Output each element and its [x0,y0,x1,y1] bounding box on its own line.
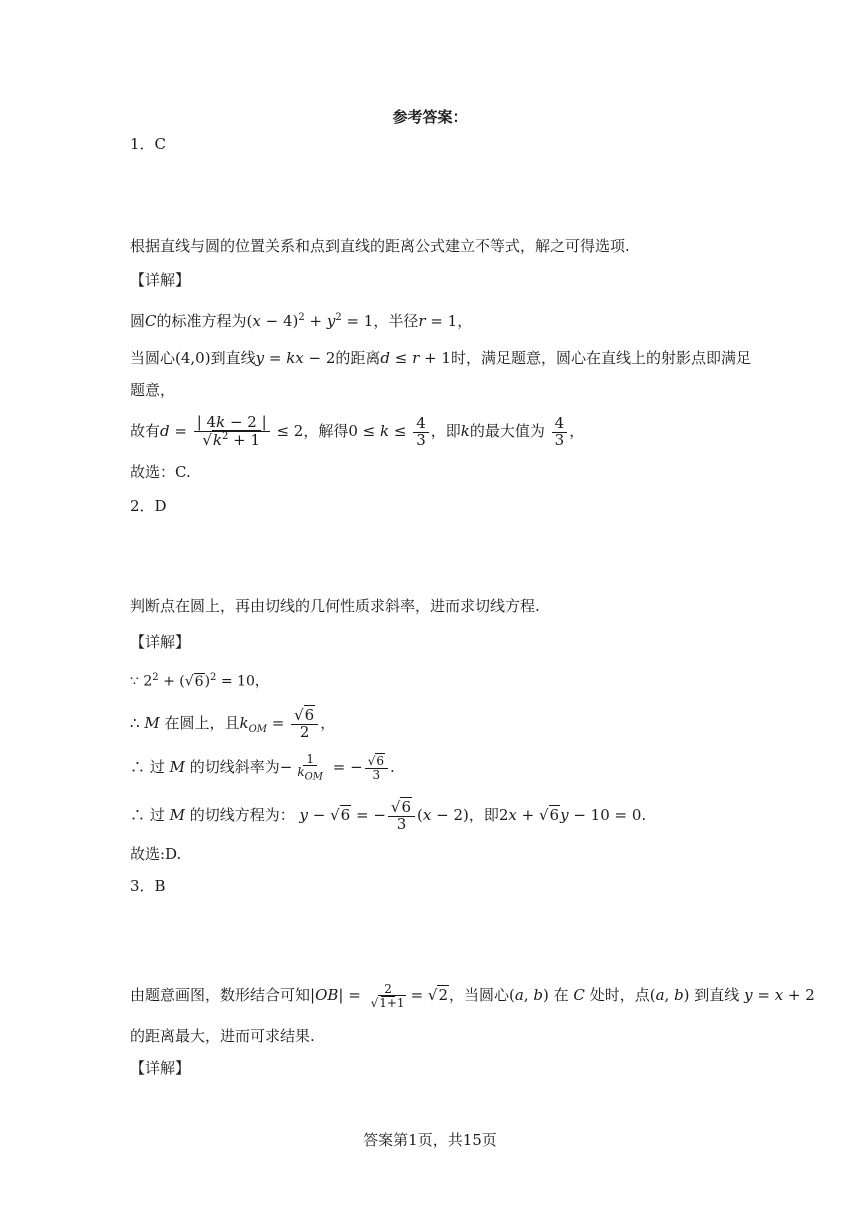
k-max-fraction: $\frac{4}{3}$ [552,416,568,449]
q3-answer: 3．B [130,877,166,895]
q1-step-2: 当圆心(4,0)到直线y = kx − 2的距离d ≤ r + 1时，满足题意，圆心在直线上的射影点即满足 [130,349,751,367]
q1-conclusion: 故选：C. [130,463,191,481]
q3-step-2: 的距离最大，进而可求结果. [130,1027,315,1045]
q2-step-2: ∴ M 在圆上，且$k_{OM}$ = $\frac{√6}{2}$ ， [130,705,336,741]
q2-detail-label: 【详解】 [130,633,191,651]
q1-step-1: 圆C的标准方程为$(x - 4)^2 + y^2 = 1$，半径r = 1， [130,312,473,330]
k-upper-fraction: $\frac{4}{3}$ [413,416,429,449]
q2-step-1: ∵ $2^2 + (√6)^2 = 10$， [130,672,269,690]
ob-fraction: $\frac{2}{√1+1}$ [370,981,405,1010]
q2-hint: 判断点在圆上，再由切线的几何性质求斜率，进而求切线方程. [130,597,540,615]
q1-answer: 1．C [130,135,167,153]
q2-answer: 2．D [130,497,167,515]
q3-detail-label: 【详解】 [130,1059,191,1077]
q2-step-3: ∴ 过 M 的切线斜率为− $\frac{1}{k_{OM}}$ = − $\frac{√6}{3}$ . [130,751,395,783]
distance-fraction: $\frac{| 4k - 2 |}{√k^2 + 1}$ [194,415,270,449]
q1-hint: 根据直线与圆的位置关系和点到直线的距离公式建立不等式，解之可得选项. [130,237,630,255]
q2-conclusion: 故选:D. [130,845,182,863]
q2-step-4: ∴ 过 M 的切线方程为： y − √6 = − $\frac{√6}{3}$ (x − 2)，即2x + √6y − 10 = 0. [130,797,647,833]
slope-om-fraction: $\frac{√6}{2}$ [291,708,318,741]
tangent-slope-fraction: $\frac{√6}{3}$ [365,755,388,781]
page-title: 参考答案： [392,108,468,126]
tangent-eq-fraction: $\frac{√6}{3}$ [388,800,415,833]
page-footer: 答案第1页，共15页 [363,1131,497,1149]
q3-step-1: 由题意画图，数形结合可知|OB| = $\frac{2}{√1+1}$ = √2，当圆心(a, b) 在 C 处时，点(a, b) 到直线 y = x + 2 [130,981,815,1010]
q1-step-3: 题意， [130,381,176,399]
neg-reciprocal-fraction: $\frac{1}{k_{OM}}$ [297,751,324,783]
q1-step-4: 故有d = $\frac{| 4k - 2 |}{√k^2 + 1}$ ≤ 2，解得0 ≤ k ≤ $\frac{4}{3}$ ，即k的最大值为 $\frac{4}{3}$ ， [130,413,585,449]
q1-detail-label: 【详解】 [130,271,191,289]
